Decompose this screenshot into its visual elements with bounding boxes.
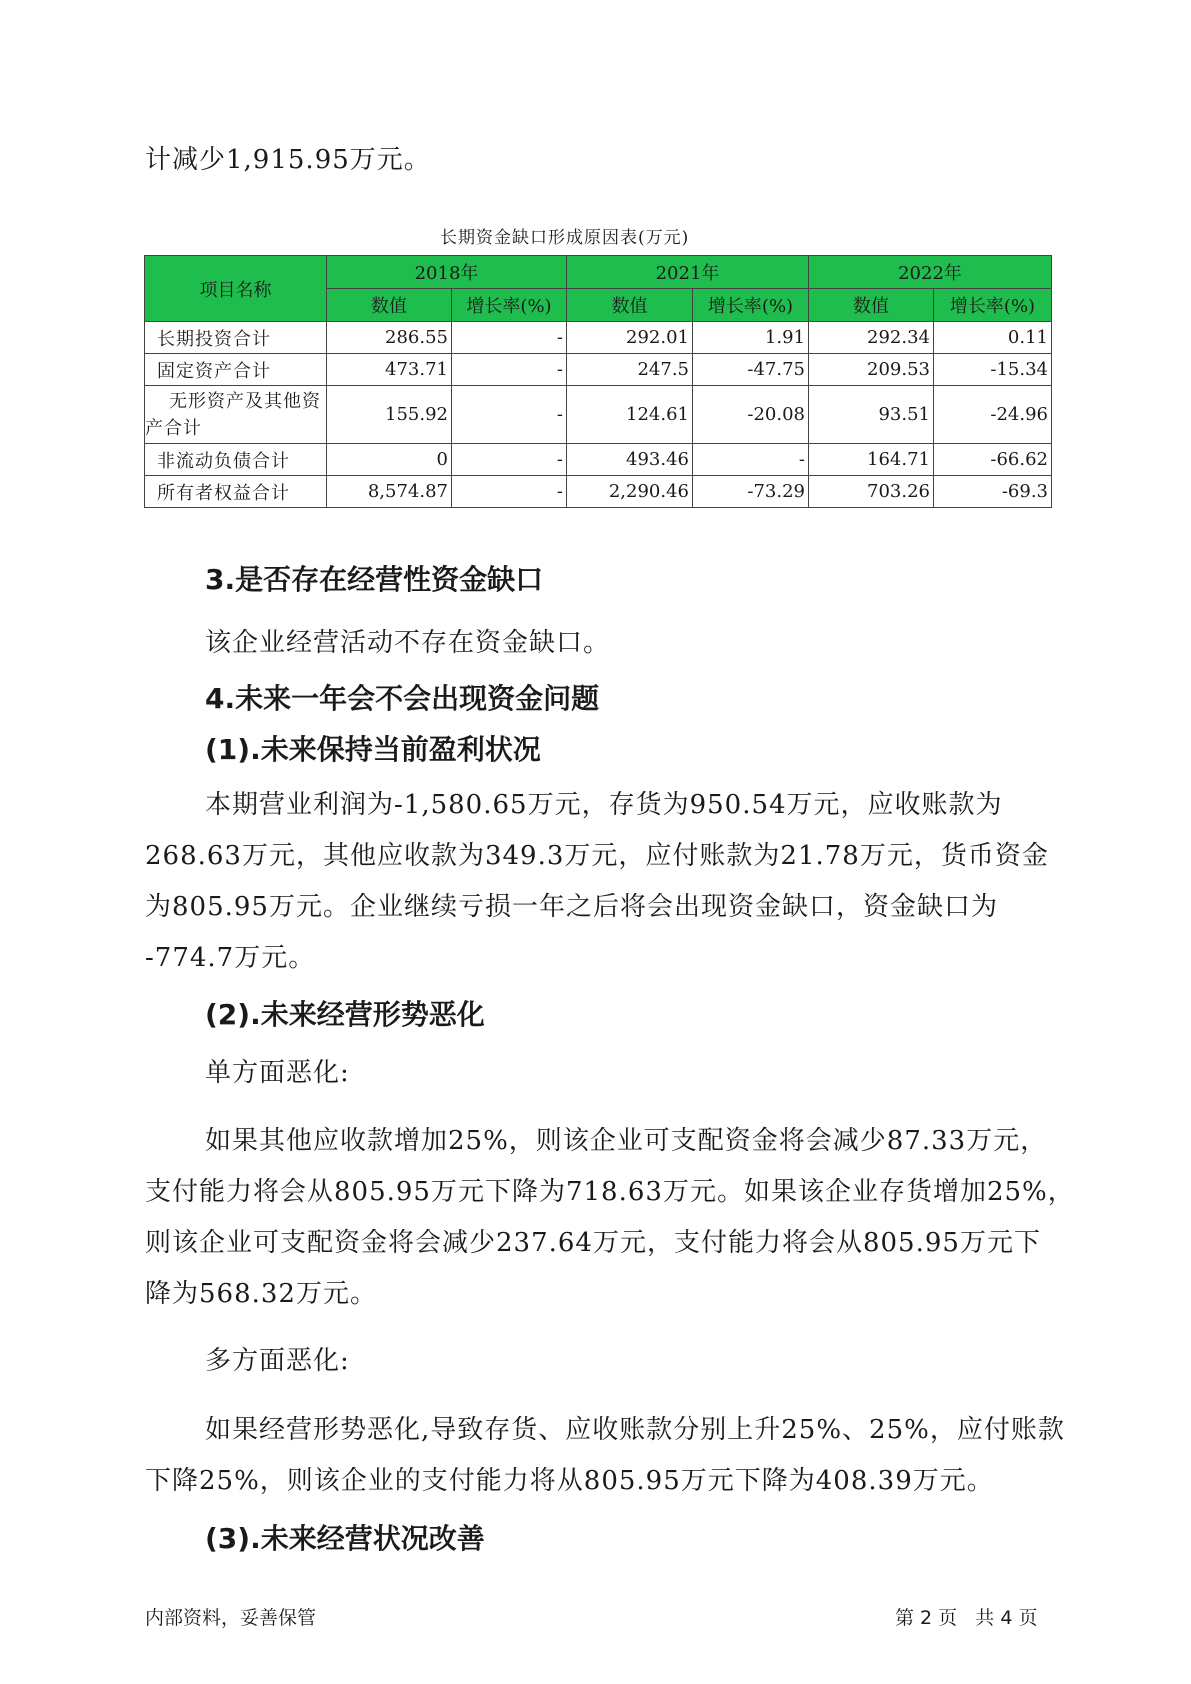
table-row bbox=[145, 322, 1052, 354]
heading-4-3: (3).未来经营状况改善 bbox=[205, 1522, 485, 1555]
cell: 93.51 bbox=[809, 386, 934, 444]
cell: 0 bbox=[327, 444, 452, 476]
cell: -24.96 bbox=[934, 386, 1052, 444]
cell: 473.71 bbox=[327, 354, 452, 386]
header-year-2022: 2022年 bbox=[809, 256, 1052, 289]
paragraph-4-1-line4: -774.7万元。 bbox=[145, 943, 316, 973]
cell: - bbox=[452, 444, 567, 476]
row-name-line1: 无形资产及其他资 bbox=[169, 390, 321, 412]
single-deterioration-label: 单方面恶化: bbox=[205, 1058, 350, 1088]
cell: - bbox=[452, 386, 567, 444]
header-value: 数值 bbox=[567, 289, 693, 322]
cell: -73.29 bbox=[693, 476, 809, 508]
heading-4-1: (1).未来保持当前盈利状况 bbox=[205, 733, 541, 766]
heading-3: 3.是否存在经营性资金缺口 bbox=[205, 563, 544, 596]
cell: 2,290.46 bbox=[567, 476, 693, 508]
cell: 292.34 bbox=[809, 322, 934, 354]
multi-line1: 如果经营形势恶化,导致存货、应收账款分别上升25%、25%，应付账款 bbox=[205, 1415, 1065, 1445]
cell: 8,574.87 bbox=[327, 476, 452, 508]
cell: 164.71 bbox=[809, 444, 934, 476]
single-line3: 则该企业可支配资金将会减少237.64万元，支付能力将会从805.95万元下 bbox=[145, 1228, 1041, 1258]
single-line4: 降为568.32万元。 bbox=[145, 1279, 377, 1309]
footer-page-number: 第 2 页 共 4 页 bbox=[895, 1607, 1038, 1629]
cell: - bbox=[452, 354, 567, 386]
cell: 209.53 bbox=[809, 354, 934, 386]
cell: -15.34 bbox=[934, 354, 1052, 386]
cell: 0.11 bbox=[934, 322, 1052, 354]
paragraph-4-1-line1: 本期营业利润为-1,580.65万元，存货为950.54万元，应收账款为 bbox=[205, 790, 1003, 820]
cell: 703.26 bbox=[809, 476, 934, 508]
multi-line2: 下降25%，则该企业的支付能力将从805.95万元下降为408.39万元。 bbox=[145, 1466, 994, 1496]
header-growth: 增长率(%) bbox=[452, 289, 567, 322]
single-line2: 支付能力将会从805.95万元下降为718.63万元。如果该企业存货增加25%， bbox=[145, 1177, 1075, 1207]
single-line1: 如果其他应收款增加25%，则该企业可支配资金将会减少87.33万元， bbox=[205, 1126, 1048, 1156]
header-growth: 增长率(%) bbox=[693, 289, 809, 322]
table-row bbox=[145, 386, 1052, 444]
cell: - bbox=[452, 476, 567, 508]
row-name bbox=[145, 386, 327, 444]
row-name: 长期投资合计 bbox=[145, 322, 327, 354]
cell: -20.08 bbox=[693, 386, 809, 444]
header-growth: 增长率(%) bbox=[934, 289, 1052, 322]
cell: 124.61 bbox=[567, 386, 693, 444]
table-header-row-years bbox=[145, 256, 1052, 289]
cell: 1.91 bbox=[693, 322, 809, 354]
cell: 493.46 bbox=[567, 444, 693, 476]
header-value: 数值 bbox=[809, 289, 934, 322]
paragraph-3: 该企业经营活动不存在资金缺口。 bbox=[205, 628, 611, 658]
header-year-2018: 2018年 bbox=[327, 256, 567, 289]
cell: 247.5 bbox=[567, 354, 693, 386]
gap-reason-table bbox=[144, 255, 1052, 508]
row-name-line2: 产合计 bbox=[145, 417, 202, 439]
cell: 155.92 bbox=[327, 386, 452, 444]
cell: 292.01 bbox=[567, 322, 693, 354]
heading-4: 4.未来一年会不会出现资金问题 bbox=[205, 682, 600, 715]
cell: 286.55 bbox=[327, 322, 452, 354]
cell: -69.3 bbox=[934, 476, 1052, 508]
row-name: 非流动负债合计 bbox=[145, 444, 327, 476]
paragraph-4-1-line2: 268.63万元，其他应收款为349.3万元，应付账款为21.78万元，货币资金 bbox=[145, 841, 1049, 871]
table-row bbox=[145, 354, 1052, 386]
header-value: 数值 bbox=[327, 289, 452, 322]
cell: - bbox=[452, 322, 567, 354]
cell: -66.62 bbox=[934, 444, 1052, 476]
cell: - bbox=[693, 444, 809, 476]
intro-line: 计减少1,915.95万元。 bbox=[145, 145, 431, 175]
row-name: 所有者权益合计 bbox=[145, 476, 327, 508]
table-row bbox=[145, 444, 1052, 476]
table-row bbox=[145, 476, 1052, 508]
footer-confidential: 内部资料，妥善保管 bbox=[145, 1607, 317, 1629]
header-project-name: 项目名称 bbox=[145, 256, 327, 322]
table-caption: 长期资金缺口形成原因表(万元) bbox=[440, 228, 690, 248]
paragraph-4-1-line3: 为805.95万元。企业继续亏损一年之后将会出现资金缺口，资金缺口为 bbox=[145, 892, 998, 922]
cell: -47.75 bbox=[693, 354, 809, 386]
heading-4-2: (2).未来经营形势恶化 bbox=[205, 998, 485, 1031]
header-year-2021: 2021年 bbox=[567, 256, 809, 289]
multi-deterioration-label: 多方面恶化: bbox=[205, 1346, 350, 1376]
row-name: 固定资产合计 bbox=[145, 354, 327, 386]
